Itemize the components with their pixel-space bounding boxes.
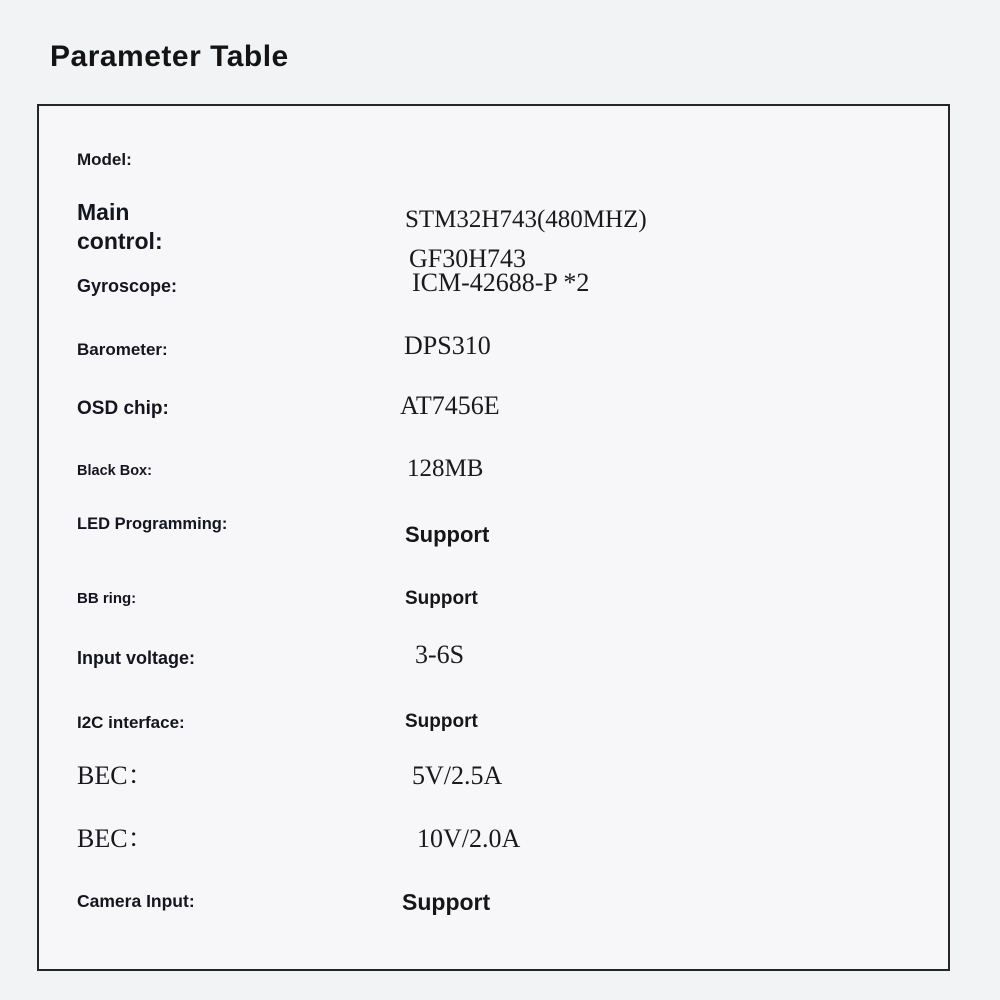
param-value-barometer: DPS310 <box>404 331 491 360</box>
param-label-main-control: Main control: <box>77 199 163 254</box>
param-label-model: Model: <box>77 150 132 169</box>
param-value-main-control: STM32H743(480MHZ) <box>405 206 647 233</box>
param-label-black-box: Black Box: <box>77 463 152 479</box>
param-label-led-programming: LED Programming: <box>77 515 228 533</box>
param-label-barometer: Barometer: <box>77 340 168 359</box>
param-value-camera-input: Support <box>402 889 491 915</box>
param-value-i2c-interface: Support <box>405 711 478 732</box>
param-label-i2c-interface: I2C interface: <box>77 713 185 732</box>
param-value-osd-chip: AT7456E <box>400 391 500 420</box>
param-value-gyroscope: ICM-42688-P *2 <box>412 268 590 297</box>
param-value-led-programming: Support <box>405 522 490 547</box>
param-label-bec-10v: BEC： <box>77 824 154 853</box>
param-value-model: GF30H743 <box>409 244 527 273</box>
param-label-gyroscope: Gyroscope: <box>77 276 178 296</box>
page-title: Parameter Table <box>50 40 289 73</box>
param-value-bec-10v: 10V/2.0A <box>417 824 521 853</box>
param-label-camera-input: Camera Input: <box>77 891 195 911</box>
parameter-table-panel <box>37 104 950 971</box>
param-label-input-voltage: Input voltage: <box>77 648 195 668</box>
param-value-bb-ring: Support <box>405 588 478 609</box>
param-label-osd-chip: OSD chip: <box>77 398 169 419</box>
param-label-bec-5v: BEC： <box>77 761 154 790</box>
param-value-black-box: 128MB <box>407 455 484 482</box>
param-value-input-voltage: 3-6S <box>415 640 465 669</box>
param-value-bec-5v: 5V/2.5A <box>412 761 503 790</box>
param-label-bb-ring: BB ring: <box>77 590 137 607</box>
